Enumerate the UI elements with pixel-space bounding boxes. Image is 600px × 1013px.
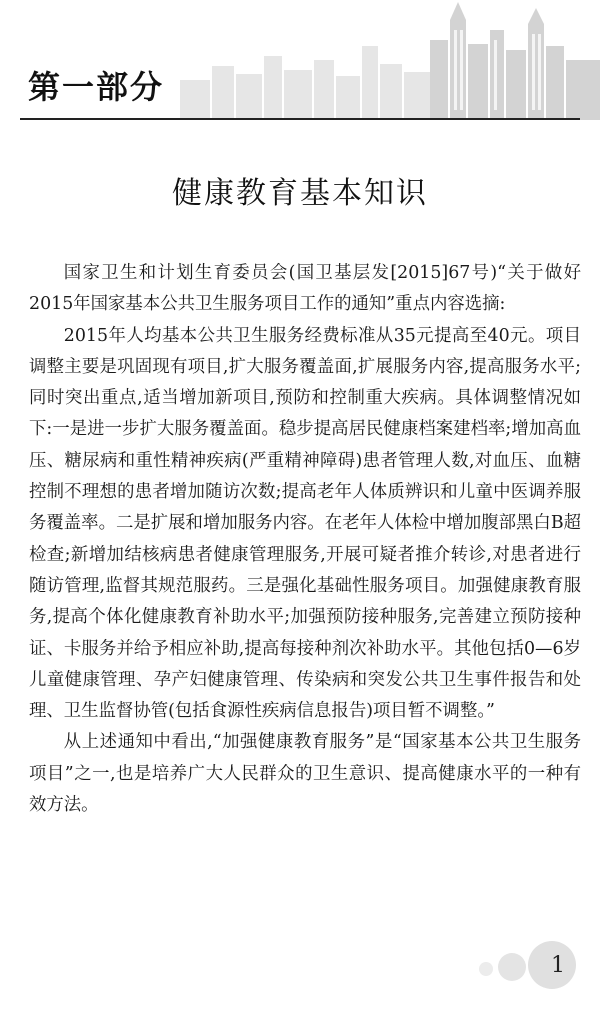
document-title: 健康教育基本知识 <box>172 176 428 211</box>
page-number: 1 <box>551 953 565 978</box>
city-skyline-decoration <box>180 0 600 120</box>
header-band <box>0 0 600 130</box>
paragraph-notice-content: 2015年人均基本公共卫生服务经费标准从35元提高至40元。项目调整主要是巩固现有项目,扩大服务覆盖面,扩展服务内容,提高服务水平;同时突出重点,适当增加新项目,预防和控制重大疾病。具体调整情况如下:一是进一步扩大服务覆盖面。稳步提高居民健康档案建档率;增加高血压、糖尿病和重性精神疾病(严重精神障碍)患者管理人数,对血压、血糖控制不理想的患者增加随访次数;提高老年人体质辨识和儿童中医调养服务覆盖率。二是扩展和增加服务内容。在老年人体检中增加腹部黑白B超检查;新增加结核病患者健康管理服务,开展可疑者推介转诊,对患者进行随访管理,监督其规范服药。三是强化基础性服务项目。加强健康教育服务,提高个体化健康教育补助水平;加强预防接种服务,完善建立预防接种证、卡服务并给予相应补助,提高每接种剂次补助水平。其他包括0—6岁儿童健康管理、孕产妇健康管理、传染病和突发公共卫生事件报告和处理、卫生监督协管(包括食源性疾病信息报告)项目暂不调整。” <box>29 325 581 722</box>
paragraph-conclusion: 从上述通知中看出,“加强健康教育服务”是“国家基本公共卫生服务项目”之一,也是培养广大人民群众的卫生意识、提高健康水平的一种有效方法。 <box>29 732 581 816</box>
document-body <box>29 258 581 821</box>
header-divider <box>20 118 580 120</box>
part-title: 第一部分 <box>28 68 165 106</box>
paragraph-intro: 国家卫生和计划生育委员会(国卫基层发[2015]67号)“关于做好2015年国家基本公共卫生服务项目工作的通知”重点内容选摘: <box>29 263 581 315</box>
